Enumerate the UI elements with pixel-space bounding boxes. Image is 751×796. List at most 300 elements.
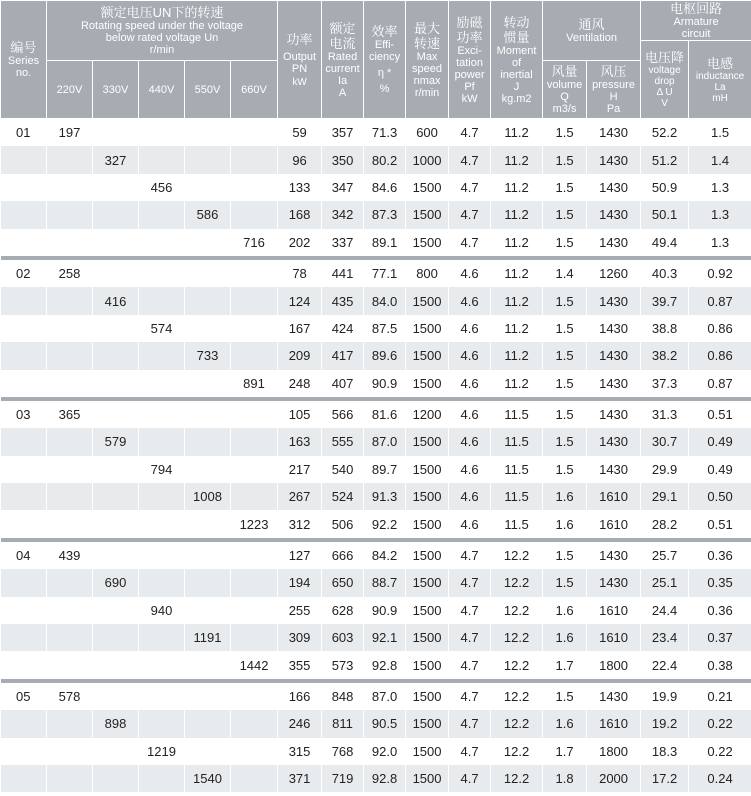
excitation-power-cell: 4.7 [449, 738, 491, 765]
voltage-440-label: 440V [148, 83, 175, 96]
header-current-en2: current [325, 62, 360, 75]
speed-cell-660v [231, 624, 278, 651]
table-row [1, 370, 751, 399]
speed-cell-550v [185, 456, 231, 483]
header-airpressure-cn: 风压 [600, 64, 627, 79]
current-cell: 566 [322, 399, 364, 428]
air-volume-cell: 1.5 [543, 287, 587, 314]
efficiency-cell: 92.8 [364, 765, 406, 792]
series-cell: 02 [1, 258, 47, 287]
speed-cell-660v [231, 540, 278, 569]
voltage-drop-cell: 37.3 [641, 370, 689, 399]
series-cell [1, 510, 47, 539]
header-vdrop-en2: drop [654, 76, 675, 87]
voltage-drop-cell: 50.1 [641, 201, 689, 228]
current-cell: 424 [322, 315, 364, 342]
speed-cell-330v [93, 229, 139, 258]
speed-cell-330v: 416 [93, 287, 139, 314]
header-speed-cn: 额定电压UN下的转速 [100, 5, 224, 20]
inertia-cell: 12.2 [491, 569, 543, 596]
output-cell: 315 [278, 738, 322, 765]
efficiency-cell: 84.0 [364, 287, 406, 314]
header-ventilation-cn: 通风 [578, 17, 605, 32]
excitation-power-cell: 4.6 [449, 428, 491, 455]
table-row [1, 287, 751, 314]
air-pressure-cell: 1430 [587, 201, 641, 228]
header-airvolume-en: volume [546, 79, 583, 91]
air-pressure-cell: 1610 [587, 710, 641, 737]
max-speed-cell: 1500 [406, 287, 449, 314]
series-cell [1, 569, 47, 596]
header-efficiency-sym: η * [377, 67, 392, 79]
air-volume-cell: 1.6 [543, 510, 587, 539]
speed-cell-330v: 579 [93, 428, 139, 455]
air-volume-cell: 1.5 [543, 201, 587, 228]
speed-cell-440v [139, 483, 185, 510]
speed-cell-660v [231, 342, 278, 369]
inductance-cell: 0.50 [689, 483, 751, 510]
air-volume-cell: 1.6 [543, 483, 587, 510]
header-inertia-en1: Moment [496, 44, 537, 57]
table-row [1, 456, 751, 483]
speed-cell-550v [185, 287, 231, 314]
header-series-cn: 编号 [10, 40, 37, 55]
header-airvolume [543, 61, 587, 119]
current-cell: 417 [322, 342, 364, 369]
air-pressure-cell: 1430 [587, 456, 641, 483]
speed-cell-440v [139, 342, 185, 369]
speed-cell-220v [47, 569, 93, 596]
output-cell: 255 [278, 597, 322, 624]
inductance-cell: 0.51 [689, 510, 751, 539]
inertia-cell: 11.2 [491, 201, 543, 228]
current-cell: 650 [322, 569, 364, 596]
inductance-cell: 0.22 [689, 710, 751, 737]
table-row [1, 540, 751, 569]
header-inertia-cn2: 惯量 [503, 29, 530, 45]
air-volume-cell: 1.7 [543, 738, 587, 765]
header-airpressure [587, 61, 641, 119]
inductance-cell: 1.3 [689, 174, 751, 201]
header-inertia-unit: kg.m2 [501, 92, 532, 105]
inductance-cell: 0.36 [689, 540, 751, 569]
current-cell: 435 [322, 287, 364, 314]
table-body [1, 119, 751, 793]
speed-cell-440v [139, 710, 185, 737]
inductance-cell: 1.3 [689, 201, 751, 228]
speed-cell-550v: 1540 [185, 765, 231, 792]
inductance-cell: 0.86 [689, 315, 751, 342]
inertia-cell: 11.2 [491, 370, 543, 399]
inductance-cell: 1.3 [689, 229, 751, 258]
excitation-power-cell: 4.7 [449, 569, 491, 596]
speed-cell-440v [139, 119, 185, 147]
voltage-drop-cell: 17.2 [641, 765, 689, 792]
efficiency-cell: 87.0 [364, 681, 406, 710]
header-voltage-660 [231, 61, 278, 119]
speed-cell-440v [139, 569, 185, 596]
excitation-power-cell: 4.7 [449, 146, 491, 173]
excitation-power-cell: 4.6 [449, 370, 491, 399]
max-speed-cell: 1500 [406, 597, 449, 624]
air-volume-cell: 1.6 [543, 624, 587, 651]
speed-cell-330v [93, 738, 139, 765]
inertia-cell: 11.2 [491, 119, 543, 147]
speed-cell-660v [231, 710, 278, 737]
voltage-drop-cell: 51.2 [641, 146, 689, 173]
inertia-cell: 11.5 [491, 428, 543, 455]
voltage-drop-cell: 25.7 [641, 540, 689, 569]
current-cell: 524 [322, 483, 364, 510]
header-speed-en: Rotating speed under the voltage below rated voltage Un [80, 20, 244, 44]
voltage-drop-cell: 19.2 [641, 710, 689, 737]
max-speed-cell: 1500 [406, 174, 449, 201]
header-voltage-550 [185, 61, 231, 119]
header-current [322, 1, 364, 119]
efficiency-cell: 92.2 [364, 510, 406, 539]
max-speed-cell: 1500 [406, 428, 449, 455]
speed-cell-440v [139, 624, 185, 651]
excitation-power-cell: 4.6 [449, 258, 491, 287]
excitation-power-cell: 4.7 [449, 597, 491, 624]
header-voltage-220 [47, 61, 93, 119]
header-voltage-330 [93, 61, 139, 119]
speed-cell-440v [139, 370, 185, 399]
series-cell [1, 174, 47, 201]
header-excitation [449, 1, 491, 119]
header-current-en1: Rated [327, 50, 358, 63]
header-maxspeed-en1: Max [416, 50, 438, 63]
current-cell: 337 [322, 229, 364, 258]
max-speed-cell: 1500 [406, 510, 449, 539]
inertia-cell: 11.2 [491, 342, 543, 369]
speed-cell-660v [231, 174, 278, 201]
inductance-cell: 0.49 [689, 456, 751, 483]
header-excitation-en3: power [454, 68, 485, 81]
air-pressure-cell: 1430 [587, 315, 641, 342]
speed-cell-330v [93, 651, 139, 680]
speed-cell-660v [231, 315, 278, 342]
inductance-cell: 1.5 [689, 119, 751, 147]
header-airpressure-unit: Pa [606, 103, 621, 115]
efficiency-cell: 89.6 [364, 342, 406, 369]
speed-cell-220v [47, 651, 93, 680]
excitation-power-cell: 4.7 [449, 624, 491, 651]
output-cell: 78 [278, 258, 322, 287]
speed-cell-550v [185, 399, 231, 428]
excitation-power-cell: 4.7 [449, 710, 491, 737]
table-row [1, 651, 751, 680]
speed-cell-660v [231, 765, 278, 792]
voltage-drop-cell: 50.9 [641, 174, 689, 201]
speed-cell-330v [93, 510, 139, 539]
efficiency-cell: 71.3 [364, 119, 406, 147]
speed-cell-220v [47, 738, 93, 765]
inductance-cell: 0.92 [689, 258, 751, 287]
max-speed-cell: 1500 [406, 229, 449, 258]
header-inductance [689, 41, 751, 119]
output-cell: 312 [278, 510, 322, 539]
header-series [1, 1, 47, 119]
inductance-cell: 0.87 [689, 370, 751, 399]
series-cell [1, 624, 47, 651]
header-vdrop-en1: voltage [648, 65, 681, 76]
speed-cell-440v [139, 765, 185, 792]
header-efficiency [364, 1, 406, 119]
header-airvolume-unit: m3/s [552, 103, 577, 115]
speed-cell-660v [231, 681, 278, 710]
inductance-cell: 0.24 [689, 765, 751, 792]
speed-cell-220v [47, 370, 93, 399]
series-cell [1, 483, 47, 510]
header-excitation-cn1: 励磁 [456, 14, 483, 30]
header-vdrop [641, 41, 689, 119]
excitation-power-cell: 4.7 [449, 651, 491, 680]
table-row [1, 428, 751, 455]
excitation-power-cell: 4.6 [449, 483, 491, 510]
speed-cell-330v [93, 597, 139, 624]
header-excitation-en2: tation [456, 56, 483, 69]
speed-cell-440v [139, 540, 185, 569]
speed-cell-440v [139, 146, 185, 173]
speed-cell-660v: 891 [231, 370, 278, 399]
header-inertia-cn1: 转动 [503, 14, 530, 30]
inertia-cell: 12.2 [491, 765, 543, 792]
air-volume-cell: 1.5 [543, 119, 587, 147]
efficiency-cell: 81.6 [364, 399, 406, 428]
max-speed-cell: 1500 [406, 569, 449, 596]
speed-cell-220v [47, 597, 93, 624]
inductance-cell: 0.21 [689, 681, 751, 710]
speed-cell-330v [93, 624, 139, 651]
excitation-power-cell: 4.6 [449, 456, 491, 483]
voltage-drop-cell: 28.2 [641, 510, 689, 539]
speed-cell-330v [93, 119, 139, 147]
air-pressure-cell: 1430 [587, 342, 641, 369]
speed-cell-440v: 794 [139, 456, 185, 483]
series-cell [1, 342, 47, 369]
efficiency-cell: 87.3 [364, 201, 406, 228]
table-row [1, 146, 751, 173]
inductance-cell: 0.22 [689, 738, 751, 765]
header-ventilation [543, 1, 641, 61]
air-pressure-cell: 1430 [587, 540, 641, 569]
speed-cell-660v [231, 399, 278, 428]
air-volume-cell: 1.6 [543, 710, 587, 737]
header-speed-unit: r/min [149, 44, 175, 56]
inertia-cell: 11.2 [491, 315, 543, 342]
output-cell: 127 [278, 540, 322, 569]
speed-cell-550v [185, 597, 231, 624]
table-row [1, 681, 751, 710]
output-cell: 167 [278, 315, 322, 342]
header-series-en1: Series [7, 55, 40, 67]
header-series-en2: no. [15, 67, 32, 79]
air-volume-cell: 1.5 [543, 229, 587, 258]
speed-cell-440v [139, 258, 185, 287]
voltage-drop-cell: 25.1 [641, 569, 689, 596]
speed-cell-440v: 1219 [139, 738, 185, 765]
efficiency-cell: 90.9 [364, 597, 406, 624]
series-cell [1, 651, 47, 680]
header-maxspeed [406, 1, 449, 119]
speed-cell-330v [93, 342, 139, 369]
speed-cell-440v [139, 229, 185, 258]
table-row [1, 201, 751, 228]
speed-cell-330v [93, 540, 139, 569]
max-speed-cell: 1500 [406, 201, 449, 228]
header-airvolume-cn: 风量 [551, 64, 578, 79]
speed-cell-220v [47, 428, 93, 455]
air-volume-cell: 1.5 [543, 174, 587, 201]
max-speed-cell: 1500 [406, 738, 449, 765]
inductance-cell: 0.87 [689, 287, 751, 314]
inertia-cell: 12.2 [491, 710, 543, 737]
series-cell [1, 710, 47, 737]
voltage-drop-cell: 52.2 [641, 119, 689, 147]
excitation-power-cell: 4.7 [449, 174, 491, 201]
speed-cell-440v [139, 651, 185, 680]
inertia-cell: 11.5 [491, 483, 543, 510]
speed-cell-440v [139, 399, 185, 428]
air-volume-cell: 1.5 [543, 681, 587, 710]
header-inductance-cn: 电感 [707, 55, 734, 71]
efficiency-cell: 90.5 [364, 710, 406, 737]
speed-cell-220v [47, 342, 93, 369]
header-inductance-en: inductance [695, 70, 745, 82]
excitation-power-cell: 4.6 [449, 342, 491, 369]
series-cell [1, 201, 47, 228]
series-cell [1, 315, 47, 342]
speed-cell-550v [185, 540, 231, 569]
air-volume-cell: 1.5 [543, 315, 587, 342]
excitation-power-cell: 4.7 [449, 201, 491, 228]
voltage-drop-cell: 31.3 [641, 399, 689, 428]
inductance-cell: 1.4 [689, 146, 751, 173]
air-volume-cell: 1.5 [543, 569, 587, 596]
speed-cell-660v [231, 258, 278, 287]
max-speed-cell: 1500 [406, 370, 449, 399]
max-speed-cell: 1200 [406, 399, 449, 428]
table-row [1, 710, 751, 737]
speed-cell-550v [185, 315, 231, 342]
speed-cell-660v [231, 201, 278, 228]
speed-cell-660v [231, 146, 278, 173]
max-speed-cell: 1500 [406, 456, 449, 483]
inertia-cell: 12.2 [491, 738, 543, 765]
table-row [1, 483, 751, 510]
speed-cell-550v [185, 370, 231, 399]
max-speed-cell: 1500 [406, 342, 449, 369]
air-pressure-cell: 1610 [587, 624, 641, 651]
table-row [1, 597, 751, 624]
speed-cell-550v [185, 229, 231, 258]
air-pressure-cell: 1800 [587, 651, 641, 680]
efficiency-cell: 87.5 [364, 315, 406, 342]
speed-cell-220v [47, 201, 93, 228]
current-cell: 603 [322, 624, 364, 651]
max-speed-cell: 1500 [406, 681, 449, 710]
excitation-power-cell: 4.6 [449, 510, 491, 539]
header-vdrop-sym: Δ U [656, 87, 673, 98]
speed-cell-330v: 898 [93, 710, 139, 737]
speed-cell-660v [231, 287, 278, 314]
current-cell: 441 [322, 258, 364, 287]
inductance-cell: 0.38 [689, 651, 751, 680]
speed-cell-550v [185, 681, 231, 710]
table-row [1, 399, 751, 428]
voltage-drop-cell: 22.4 [641, 651, 689, 680]
speed-cell-550v [185, 174, 231, 201]
series-cell [1, 146, 47, 173]
efficiency-cell: 84.2 [364, 540, 406, 569]
current-cell: 666 [322, 540, 364, 569]
table-row [1, 229, 751, 258]
table-row [1, 624, 751, 651]
speed-cell-440v [139, 510, 185, 539]
output-cell: 96 [278, 146, 322, 173]
max-speed-cell: 1500 [406, 483, 449, 510]
output-cell: 355 [278, 651, 322, 680]
series-cell [1, 597, 47, 624]
header-maxspeed-sym: nmax [413, 74, 441, 87]
speed-cell-220v: 258 [47, 258, 93, 287]
speed-cell-220v [47, 146, 93, 173]
max-speed-cell: 1000 [406, 146, 449, 173]
header-inertia-sym: J [513, 80, 520, 93]
efficiency-cell: 88.7 [364, 569, 406, 596]
air-pressure-cell: 1430 [587, 119, 641, 147]
table-row [1, 569, 751, 596]
air-pressure-cell: 1430 [587, 174, 641, 201]
efficiency-cell: 91.3 [364, 483, 406, 510]
inertia-cell: 12.2 [491, 624, 543, 651]
efficiency-cell: 90.9 [364, 370, 406, 399]
series-cell [1, 370, 47, 399]
speed-cell-550v [185, 738, 231, 765]
series-cell: 03 [1, 399, 47, 428]
inertia-cell: 11.5 [491, 510, 543, 539]
current-cell: 628 [322, 597, 364, 624]
header-inertia [491, 1, 543, 119]
header-inductance-unit: mH [712, 92, 728, 104]
air-pressure-cell: 1430 [587, 370, 641, 399]
header-excitation-sym: Pf [464, 80, 475, 93]
efficiency-cell: 87.0 [364, 428, 406, 455]
speed-cell-550v [185, 651, 231, 680]
header-inductance-sym: La [714, 81, 726, 93]
max-speed-cell: 1500 [406, 710, 449, 737]
voltage-330-label: 330V [102, 83, 129, 96]
header-airvolume-sym: Q [560, 91, 569, 103]
current-cell: 848 [322, 681, 364, 710]
output-cell: 166 [278, 681, 322, 710]
air-pressure-cell: 1610 [587, 510, 641, 539]
header-airpressure-en: pressure [592, 79, 635, 91]
speed-cell-550v: 733 [185, 342, 231, 369]
output-cell: 59 [278, 119, 322, 147]
speed-cell-660v [231, 119, 278, 147]
air-volume-cell: 1.5 [543, 342, 587, 369]
speed-cell-660v: 1442 [231, 651, 278, 680]
speed-cell-220v [47, 287, 93, 314]
excitation-power-cell: 4.7 [449, 765, 491, 792]
header-armature-cn: 电枢回路 [670, 1, 723, 16]
speed-cell-440v: 574 [139, 315, 185, 342]
header-armature-en2: circuit [681, 28, 711, 40]
speed-cell-660v [231, 483, 278, 510]
speed-cell-330v [93, 483, 139, 510]
